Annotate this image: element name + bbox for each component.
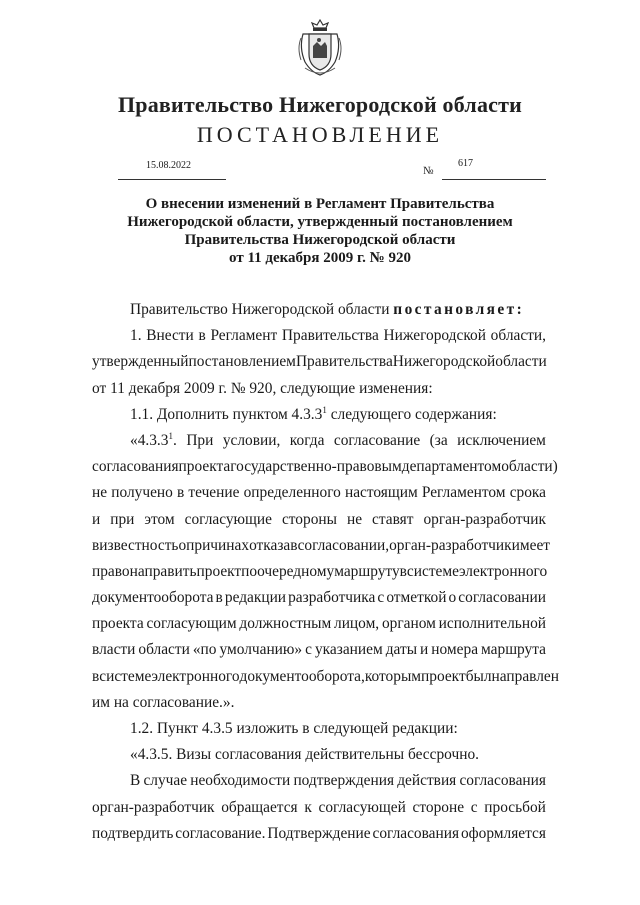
body-line	[92, 454, 558, 480]
word: согласование	[333, 431, 421, 449]
word: Нижегородской	[392, 353, 496, 371]
superscript: 1	[322, 404, 327, 415]
body-line: «4.3.5. Визы согласования действительны бессрочно.	[130, 746, 479, 764]
word: о	[178, 536, 187, 554]
body-line	[92, 349, 546, 375]
word: Правительства	[295, 353, 393, 371]
word: органом	[381, 615, 436, 633]
word: срока	[509, 484, 546, 502]
word: даты	[385, 641, 418, 659]
word: системе	[99, 667, 152, 685]
word: к	[304, 798, 312, 816]
word: исключением	[457, 431, 546, 449]
word: области,	[490, 327, 546, 345]
word: орган-разработчик	[423, 510, 546, 528]
word: причинах	[186, 536, 250, 554]
body-line	[92, 821, 546, 847]
word: 1.	[130, 327, 142, 345]
word: проект	[421, 667, 466, 685]
word: согласования	[372, 824, 460, 842]
word: постановлением	[188, 353, 296, 371]
word: отметкой	[386, 589, 447, 607]
superscript: 1	[168, 430, 173, 441]
word: и	[92, 510, 101, 528]
word: с	[305, 641, 312, 659]
word: При	[186, 431, 214, 449]
word: стороне	[412, 798, 465, 816]
number-sign: №	[423, 165, 434, 177]
subject-line: Нижегородской области, утвержденный постановлением	[127, 214, 513, 230]
word: отказа	[249, 536, 291, 554]
word: необходимости	[190, 772, 291, 790]
word: подтверждения	[293, 772, 395, 790]
word: редакции	[224, 589, 287, 607]
subject-line: Правительства Нижегородской области	[184, 232, 456, 248]
word: проект	[196, 562, 242, 580]
word: области)	[501, 458, 558, 476]
word: электронного	[458, 562, 548, 580]
body-line: от 11 декабря 2009 г. № 920, следующие изменения:	[92, 379, 433, 397]
word: оформляется	[460, 824, 546, 842]
resolves-word: постановляет:	[393, 301, 525, 318]
word: электронного	[151, 667, 240, 685]
word: в	[92, 536, 100, 554]
body-line	[92, 585, 546, 611]
body-line	[92, 428, 546, 454]
word: условии,	[222, 431, 281, 449]
word: документооборота,	[239, 667, 365, 685]
word: Регламентом	[421, 484, 506, 502]
word: согласования	[459, 772, 546, 790]
word: которым	[364, 667, 422, 685]
word: власти	[92, 641, 136, 659]
word: области	[495, 353, 547, 371]
body-line	[92, 533, 551, 559]
word: этом	[144, 510, 175, 528]
word: в	[290, 536, 298, 554]
word: согласования	[92, 458, 179, 476]
word: документооборота	[92, 589, 214, 607]
word: по	[241, 562, 258, 580]
word: не	[92, 484, 108, 502]
word: настоящим	[344, 484, 418, 502]
word: системе	[406, 562, 459, 580]
word: случае	[143, 772, 188, 790]
word: в	[399, 562, 407, 580]
word: разработчика	[288, 589, 376, 607]
document-number: 617	[458, 158, 473, 169]
word: Внести	[146, 327, 194, 345]
word: когда	[289, 431, 325, 449]
word: просьбой	[484, 798, 546, 816]
word: с	[377, 589, 385, 607]
word: проекта	[178, 458, 231, 476]
word: стороны	[281, 510, 337, 528]
word: определенного	[243, 484, 341, 502]
word: Подтверждение	[267, 824, 371, 842]
word: был	[465, 667, 492, 685]
body-line	[92, 637, 546, 663]
word: согласование.	[175, 824, 266, 842]
word: в	[215, 589, 223, 607]
word: департаментом	[401, 458, 502, 476]
word: согласовании,	[297, 536, 390, 554]
body-line	[92, 480, 546, 506]
intro-text: Правительство Нижегородской области	[130, 301, 390, 318]
document-type: ПОСТАНОВЛЕНИЕ	[196, 122, 444, 147]
word: Нижегородской	[383, 327, 486, 345]
word: умолчанию»	[219, 641, 303, 659]
word: проекта	[92, 615, 144, 633]
government-name: Правительство Нижегородской области	[117, 92, 522, 117]
body-line	[92, 795, 546, 821]
body-line	[92, 611, 546, 637]
word: государственно-правовым	[230, 458, 402, 476]
word: в	[176, 484, 185, 502]
word: в	[198, 327, 206, 345]
word: указанием	[314, 641, 383, 659]
clause-number-text: «4.3.3	[130, 431, 169, 449]
word: области	[138, 641, 190, 659]
word: очередному	[257, 562, 335, 580]
word: утвержденный	[92, 353, 189, 371]
word: маршруту	[334, 562, 400, 580]
word: номера	[431, 641, 479, 659]
word: известность	[99, 536, 179, 554]
word: исполнительной	[438, 615, 546, 633]
subject-line: от 11 декабря 2009 г. № 920	[229, 250, 411, 266]
word: и	[420, 641, 429, 659]
word: В	[130, 772, 141, 790]
body-line: 1.2. Пункт 4.3.5 изложить в следующей редакции:	[130, 720, 458, 737]
intro-line	[92, 297, 546, 323]
subject-line: О внесении изменений в Регламент Правительства	[145, 196, 495, 212]
body-line: им на согласование.».	[92, 693, 235, 711]
word: согласовании	[458, 589, 546, 607]
word: должностным	[239, 615, 332, 633]
word: согласующей	[318, 798, 406, 816]
word: действия	[397, 772, 457, 790]
body-line	[92, 768, 546, 794]
word: в	[92, 667, 100, 685]
clause-number	[130, 428, 177, 454]
word: с	[470, 798, 478, 816]
clause-text: следующего содержания:	[326, 405, 497, 423]
word: ставят	[372, 510, 414, 528]
document-date: 15.08.2022	[146, 160, 191, 171]
word: Правительства	[281, 327, 379, 345]
word: не	[346, 510, 363, 528]
word: имеет	[511, 536, 551, 554]
word: при	[110, 510, 135, 528]
word: согласующим	[146, 615, 237, 633]
document-body	[92, 297, 559, 847]
body-line	[92, 507, 546, 533]
word: обращается	[221, 798, 298, 816]
body-line	[92, 323, 546, 349]
word: получено	[111, 484, 173, 502]
word: согласующие	[184, 510, 272, 528]
word: подтвердить	[92, 824, 174, 842]
word: орган-разработчик	[92, 798, 215, 816]
body-line	[92, 559, 546, 585]
body-line	[92, 664, 559, 690]
coat-of-arms-icon	[295, 18, 345, 78]
word: лицом,	[334, 615, 380, 633]
word: направить	[129, 562, 197, 580]
body-line	[92, 402, 546, 428]
word: Регламент	[210, 327, 278, 345]
word: течение	[188, 484, 240, 502]
word: маршрута	[481, 641, 546, 659]
word: (за	[429, 431, 448, 449]
word: направлен	[491, 667, 559, 685]
word: «по	[192, 641, 217, 659]
word: о	[448, 589, 457, 607]
document-subject	[100, 195, 540, 267]
clause-number-dot: .	[172, 431, 177, 449]
word: право	[92, 562, 130, 580]
clause-text: 1.1. Дополнить пунктом 4.3.3	[130, 405, 323, 423]
word: орган-разработчик	[389, 536, 512, 554]
